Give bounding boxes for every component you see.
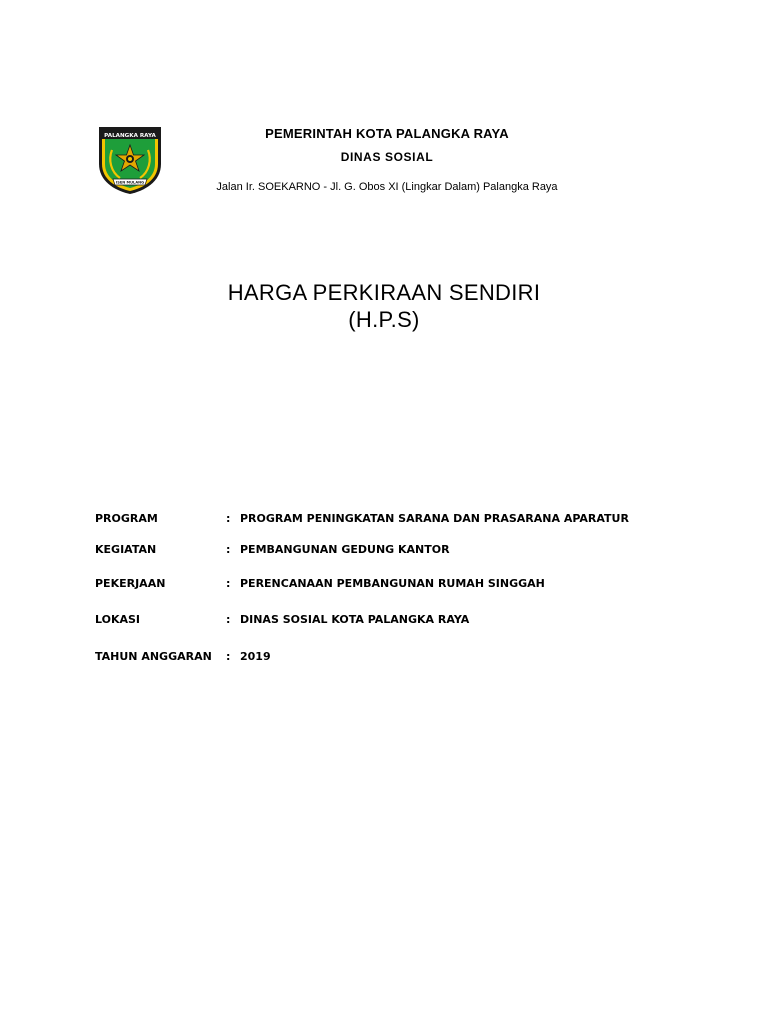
detail-value: PROGRAM PENINGKATAN SARANA DAN PRASARANA APARATUR bbox=[240, 512, 629, 525]
detail-value: 2019 bbox=[240, 650, 271, 663]
detail-separator: : bbox=[226, 543, 231, 556]
detail-separator: : bbox=[226, 613, 231, 626]
agency-name: DINAS SOSIAL bbox=[340, 150, 434, 164]
detail-row-pekerjaan bbox=[95, 577, 695, 593]
detail-row-kegiatan bbox=[95, 543, 695, 559]
document-title: HARGA PERKIRAAN SENDIRI bbox=[227, 280, 541, 305]
detail-value: PEMBANGUNAN GEDUNG KANTOR bbox=[240, 543, 450, 556]
detail-label: PEKERJAAN bbox=[95, 577, 166, 590]
detail-row-tahun-anggaran bbox=[95, 650, 695, 666]
svg-text:PALANGKA RAYA: PALANGKA RAYA bbox=[104, 133, 156, 139]
detail-label: PROGRAM bbox=[95, 512, 158, 525]
detail-separator: : bbox=[226, 512, 231, 525]
detail-row-lokasi bbox=[95, 613, 695, 629]
detail-label: KEGIATAN bbox=[95, 543, 157, 556]
svg-text:ISEN MULANG: ISEN MULANG bbox=[115, 180, 145, 185]
detail-value: DINAS SOSIAL KOTA PALANGKA RAYA bbox=[240, 613, 470, 626]
detail-separator: : bbox=[226, 650, 231, 663]
government-name: PEMERINTAH KOTA PALANGKA RAYA bbox=[265, 126, 509, 141]
detail-separator: : bbox=[226, 577, 231, 590]
detail-label: LOKASI bbox=[95, 613, 141, 626]
detail-row-program bbox=[95, 512, 695, 528]
detail-label: TAHUN ANGGARAN bbox=[95, 650, 212, 663]
document-subtitle: (H.P.S) bbox=[348, 307, 420, 332]
detail-value: PERENCANAAN PEMBANGUNAN RUMAH SINGGAH bbox=[240, 577, 545, 590]
agency-address: Jalan Ir. SOEKARNO - Jl. G. Obos XI (Lingkar Dalam) Palangka Raya bbox=[216, 181, 558, 193]
